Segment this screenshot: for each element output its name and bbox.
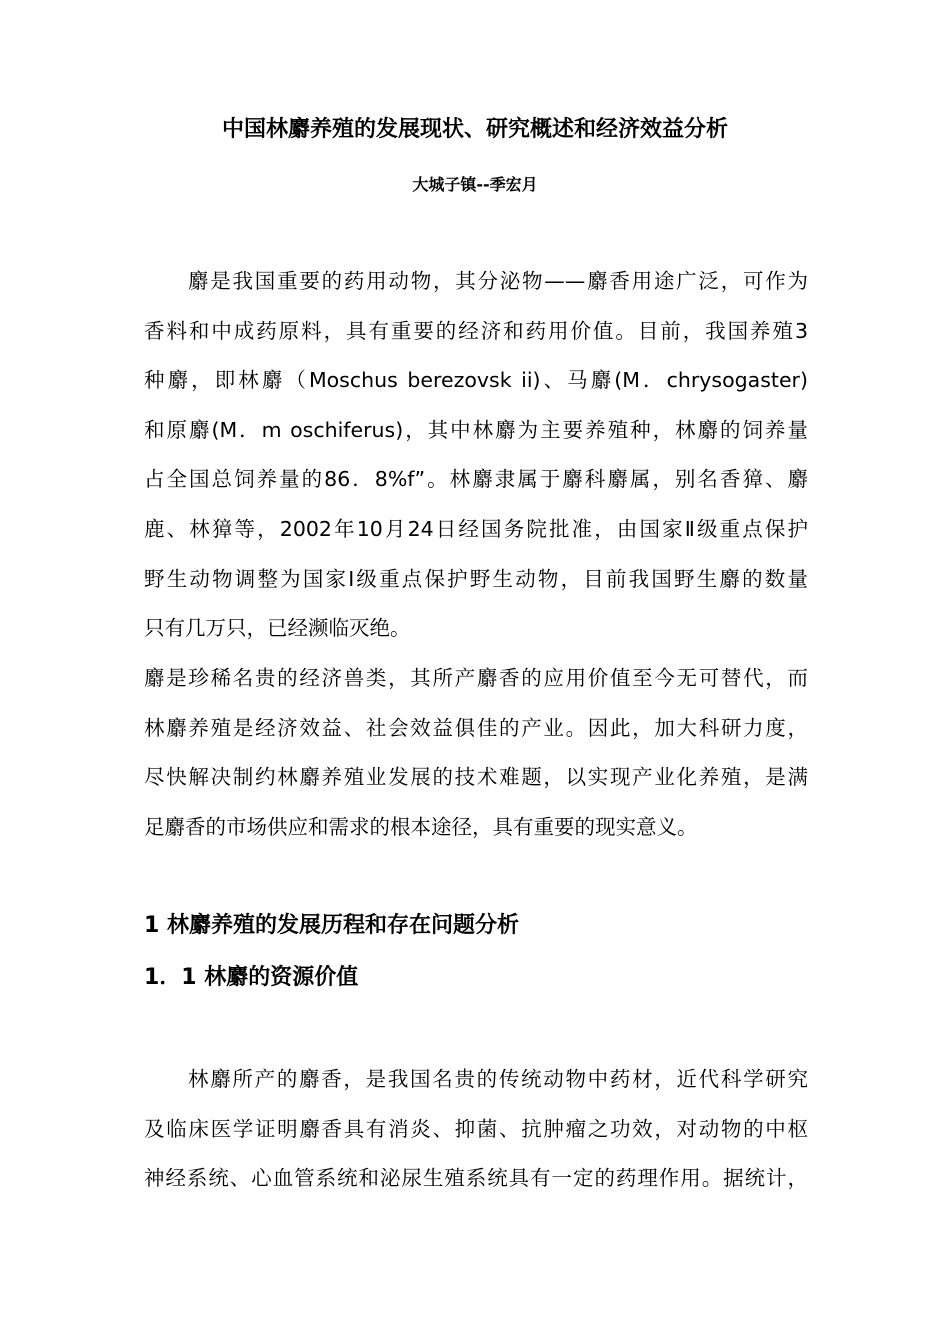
paragraph-line: 香料和中成药原料，具有重要的经济和药用价值。目前，我国养殖3: [144, 318, 808, 343]
document-title: 中国林麝养殖的发展现状、研究概述和经济效益分析: [221, 117, 728, 142]
paragraph-line: 神经系统、心血管系统和泌尿生殖系统具有一定的药理作用。据统计，: [144, 1166, 808, 1191]
paragraph-line: 鹿、林獐等，2002年10月24日经国务院批准，由国家Ⅱ级重点保护: [144, 516, 808, 541]
paragraph-line: 林麝所产的麝香，是我国名贵的传统动物中药材，近代科学研究: [188, 1067, 808, 1091]
subsection-heading: 1．1 林麝的资源价值: [144, 965, 359, 990]
paragraph-line: 野生动物调整为国家I级重点保护野生动物，目前我国野生麝的数量: [144, 566, 808, 591]
second-paragraph: [144, 654, 808, 852]
document-author: 大城子镇--季宏月: [412, 175, 538, 194]
paragraph-line: 麝是我国重要的药用动物，其分泌物——麝香用途广泛，可作为: [188, 269, 808, 293]
paragraph-line: 及临床医学证明麝香具有消炎、抑菌、抗肿瘤之功效，对动物的中枢: [144, 1116, 808, 1141]
paragraph-line: 种麝，即林麝（Moschus berezovsk ii)、马麝(M．chrysogaster): [144, 368, 808, 393]
paragraph-line: 尽快解决制约林麝养殖业发展的技术难题，以实现产业化养殖，是满: [144, 765, 808, 790]
intro-paragraph: [144, 257, 808, 654]
paragraph-line: 林麝养殖是经济效益、社会效益俱佳的产业。因此，加大科研力度，: [144, 715, 808, 740]
paragraph-line: 足麝香的市场供应和需求的根本途径，具有重要的现实意义。: [144, 814, 698, 839]
paragraph-line: 占全国总饲养量的86．8%f”。林麝隶属于麝科麝属，别名香獐、麝: [144, 467, 808, 492]
paragraph-line: 只有几万只，已经濒临灭绝。: [144, 616, 411, 641]
paragraph-line: 和原麝(M．m oschiferus)，其中林麝为主要养殖种，林麝的饲养量: [144, 417, 808, 442]
resource-value-paragraph: [144, 1055, 808, 1204]
paragraph-line: 麝是珍稀名贵的经济兽类，其所产麝香的应用价值至今无可替代，而: [144, 666, 808, 690]
section-heading: 1 林麝养殖的发展历程和存在问题分析: [144, 913, 519, 938]
